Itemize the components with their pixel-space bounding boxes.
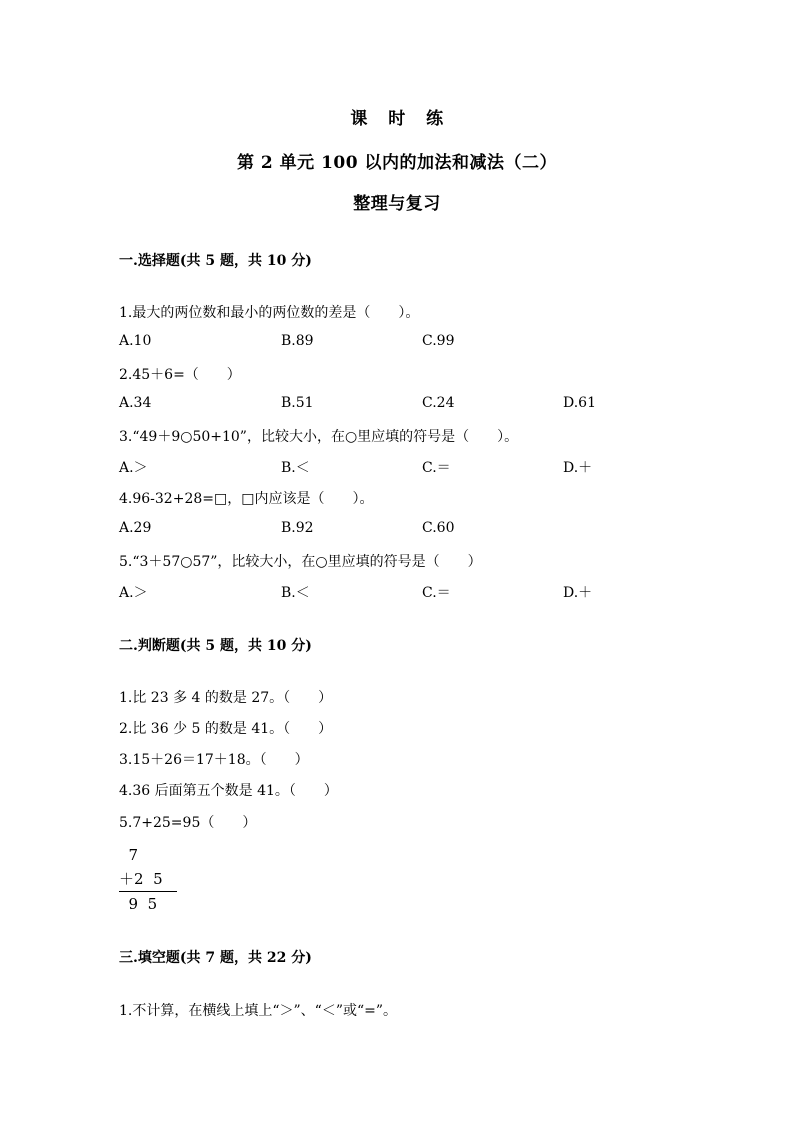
unit-title: 第 2 单元 100 以内的加法和减法（二） [237, 153, 557, 173]
option-a: A.29 [119, 520, 152, 536]
section-heading-fill: 三.填空题(共 7 题，共 22 分) [119, 950, 312, 966]
option-c: C.60 [422, 520, 455, 536]
option-c: C.＝ [422, 585, 451, 601]
question-text: 5.7+25=95（ ） [119, 815, 257, 831]
option-b: B.89 [281, 333, 314, 349]
question-text: 3.“49＋9○50+10”，比较大小，在○里应填的符号是（ ）。 [119, 429, 519, 445]
option-c: C.＝ [422, 460, 451, 476]
option-a: A.10 [119, 333, 152, 349]
option-d: D.＋ [563, 585, 593, 601]
section-heading-judgement: 二.判断题(共 5 题，共 10 分) [119, 638, 312, 654]
option-a: A.＞ [119, 460, 148, 476]
option-c: C.24 [422, 395, 455, 411]
option-b: B.＜ [281, 585, 310, 601]
vertical-row-result: 9 5 [119, 895, 158, 913]
vertical-addition [119, 843, 177, 916]
option-b: B.＜ [281, 460, 310, 476]
question-text: 1.比 23 多 4 的数是 27。（ ） [119, 690, 333, 706]
question-text: 2.比 36 少 5 的数是 41。（ ） [119, 721, 333, 737]
option-d: D.61 [563, 395, 596, 411]
question-text: 5.“3＋57○57”，比较大小，在○里应填的符号是（ ） [119, 554, 482, 570]
option-c: C.99 [422, 333, 455, 349]
page-title: 课 时 练 [350, 109, 444, 129]
page-subtitle: 整理与复习 [353, 194, 441, 214]
option-a: A.34 [119, 395, 152, 411]
question-text: 4.36 后面第五个数是 41。（ ） [119, 783, 338, 799]
option-a: A.＞ [119, 585, 148, 601]
vertical-row-addend: ＋2 5 [119, 867, 177, 892]
section-heading-choice: 一.选择题(共 5 题，共 10 分) [119, 253, 312, 269]
question-text: 1.最大的两位数和最小的两位数的差是（ ）。 [119, 305, 420, 321]
option-d: D.＋ [563, 460, 593, 476]
option-b: B.51 [281, 395, 314, 411]
question-text: 1.不计算，在横线上填上“＞”、“＜”或“=”。 [119, 1003, 398, 1019]
option-b: B.92 [281, 520, 314, 536]
question-text: 3.15＋26＝17＋18。（ ） [119, 752, 309, 768]
question-text: 2.45＋6=（ ） [119, 367, 241, 383]
vertical-row-top: 7 [119, 846, 139, 864]
question-text: 4.96-32+28=□，□内应该是（ ）。 [119, 491, 374, 507]
